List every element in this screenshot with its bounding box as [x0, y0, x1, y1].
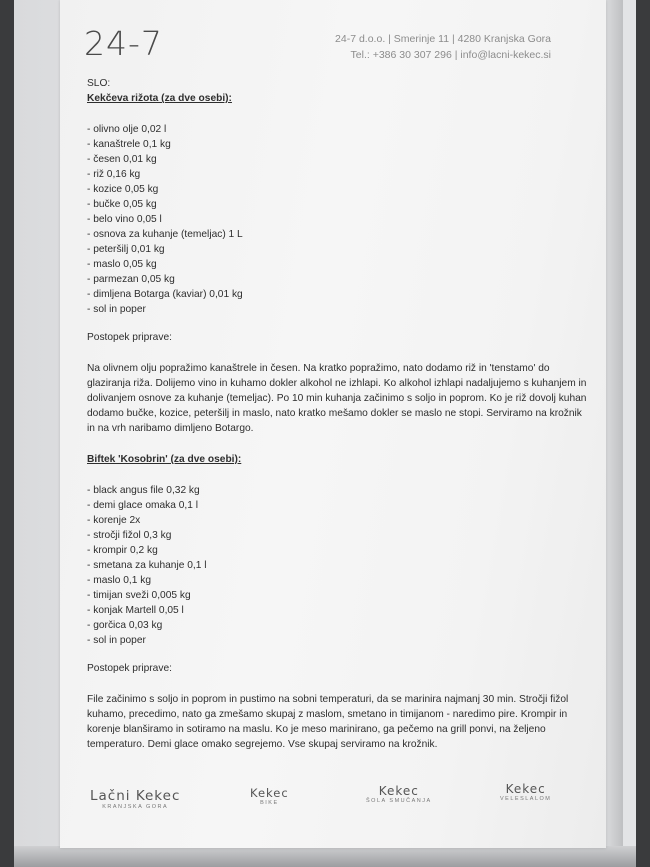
- brand-name: Kekec: [505, 782, 546, 796]
- recipe2-method-label: Postopek priprave:: [87, 663, 172, 674]
- brand-kekec-veleslalom: [500, 782, 551, 802]
- list-item: - dimljena Botarga (kaviar) 0,01 kg: [87, 289, 243, 300]
- brand-footer: [60, 782, 606, 822]
- list-item: - sol in poper: [87, 304, 146, 315]
- company-address: 24-7 d.o.o. | Smerinje 11 | 4280 Kranjska Gora: [335, 33, 551, 45]
- list-item: - korenje 2x: [87, 515, 141, 526]
- list-item: - krompir 0,2 kg: [87, 545, 158, 556]
- company-contact: Tel.: +386 30 307 296 | info@lacni-kekec.si: [350, 49, 551, 61]
- sleeve-bottom: [14, 846, 636, 867]
- list-item: - sol in poper: [87, 635, 146, 646]
- header-contact: [335, 31, 551, 63]
- brand-sub: VELESLALOM: [500, 796, 552, 802]
- list-item: - riž 0,16 kg: [87, 169, 141, 180]
- recipe1-title: Kekčeva rižota (za dve osebi):: [87, 93, 232, 104]
- recipe1-method-label: Postopek priprave:: [87, 332, 172, 343]
- list-item: - maslo 0,05 kg: [87, 259, 157, 270]
- brand-name: Kekec: [378, 784, 419, 798]
- list-item: - maslo 0,1 kg: [87, 575, 151, 586]
- brand-sub: ŠOLA SMUČANJA: [366, 798, 432, 804]
- list-item: - česen 0,01 kg: [87, 154, 157, 165]
- brand-sub: BIKE: [260, 800, 279, 806]
- list-item: - smetana za kuhanje 0,1 l: [87, 560, 207, 571]
- list-item: - kozice 0,05 kg: [87, 184, 159, 195]
- recipe1-method: Na olivnem olju popražimo kanaštrele in česen. Na kratko popražimo, nato dodamo riž in 'tenstamo' do glaziranja riža. Dolijemo vino in kuhamo dokler alkohol ne izhlapi. Ko alkohol izhlapi nadaljujemo s kuhanjem in dolivanjem osnove za kuhanje (temeljac). Po 10 min kuhanja začinimo s soljo in poprom. Ko je riž dovolj kuhan dodamo bučke, kozice, peteršilj in maslo, nato kratko mešamo dokler se maslo ne stopi. Serviramo na krožnik in na vrh naribamo dimljeno Botargo.: [87, 363, 587, 434]
- list-item: - osnova za kuhanje (temeljac) 1 L: [87, 229, 243, 240]
- brand-name: Kekec: [250, 786, 289, 800]
- list-item: - belo vino 0,05 l: [87, 214, 162, 225]
- brand-kekec-bike: [250, 786, 289, 806]
- recipe2-title: Biftek 'Kosobrin' (za dve osebi):: [87, 454, 242, 465]
- recipe2-ingredients: [87, 483, 587, 648]
- list-item: - black angus file 0,32 kg: [87, 485, 200, 496]
- recipe-document: [87, 76, 587, 752]
- brand-sub: KRANJSKA GORA: [102, 804, 169, 810]
- list-item: - demi glace omaka 0,1 l: [87, 500, 198, 511]
- list-item: - timijan sveži 0,005 kg: [87, 590, 191, 601]
- list-item: - kanaštrele 0,1 kg: [87, 139, 171, 150]
- list-item: - olivno olje 0,02 l: [87, 124, 167, 135]
- brand-lacni-kekec: [90, 788, 180, 810]
- company-logo: 24-7: [84, 24, 163, 63]
- list-item: - konjak Martell 0,05 l: [87, 605, 184, 616]
- list-item: - bučke 0,05 kg: [87, 199, 157, 210]
- list-item: - gorčica 0,03 kg: [87, 620, 163, 631]
- language-label: SLO:: [87, 78, 111, 89]
- list-item: - parmezan 0,05 kg: [87, 274, 175, 285]
- list-item: - peteršilj 0,01 kg: [87, 244, 165, 255]
- recipe1-ingredients: [87, 122, 587, 317]
- recipe2-method: File začinimo s soljo in poprom in pustimo na sobni temperaturi, da se marinira najmanj 30 min. Stročji fižol kuhamo, precedimo, nato ga zmešamo skupaj z maslom, smetano in timijanom - naredimo pire. Krompir in korenje blanširamo in sotiramo na maslu. Ko je meso marinirano, ga pečemo na grill ponvi, na željeno temperaturo. Demi glace omako segrejemo. Vse skupaj serviramo na krožnik.: [87, 694, 569, 750]
- brand-name: Lačni Kekec: [90, 788, 181, 804]
- brand-kekec-sola: [366, 784, 432, 804]
- list-item: - stročji fižol 0,3 kg: [87, 530, 172, 541]
